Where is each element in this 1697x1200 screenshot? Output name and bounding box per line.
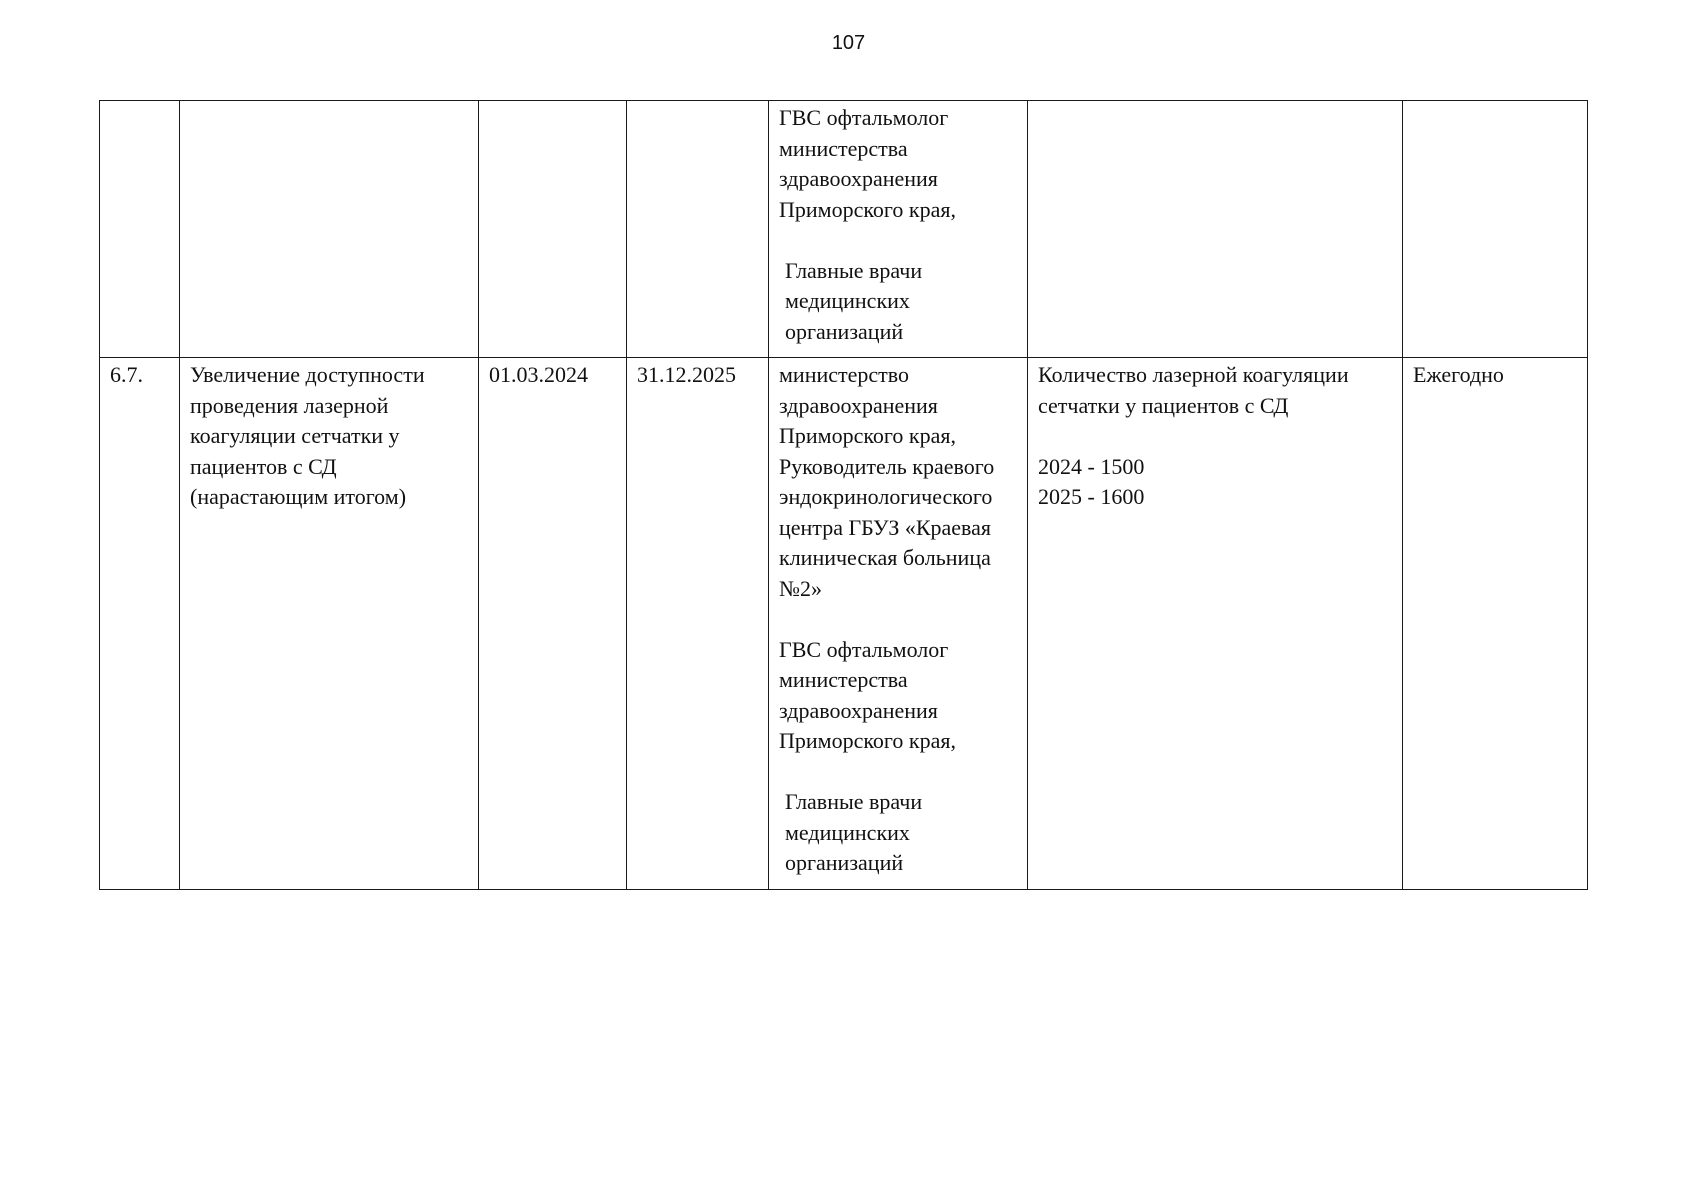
cell-activity-empty (180, 101, 479, 358)
cell-responsible (769, 101, 1028, 358)
responsible-line: Главные врачи (785, 257, 923, 283)
cell-start-date-empty (479, 101, 627, 358)
cell-responsible (769, 358, 1028, 890)
cell-end-date-empty (627, 101, 769, 358)
end-date: 31.12.2025 (637, 362, 736, 387)
responsible-line: здравоохранения (779, 392, 938, 418)
responsible-line: №2» (779, 575, 822, 601)
indicator-title-line: Количество лазерной коагуляции (1038, 362, 1349, 387)
responsible-line: министерства (779, 135, 908, 161)
paragraph-gap (779, 757, 1017, 788)
responsible-line: Главные врачи (785, 789, 923, 814)
table-row-continued (100, 101, 1588, 358)
responsible-line: клиническая больница (779, 545, 991, 570)
paragraph-gap (779, 604, 1017, 635)
cell-number-empty (100, 101, 180, 358)
responsible-line: медицинских (785, 288, 910, 313)
responsible-line: медицинских (785, 819, 910, 845)
responsible-line: центра ГБУЗ «Краевая (779, 514, 992, 540)
responsible-line: Приморского края, (779, 423, 956, 448)
activity-line: проведения лазерной (190, 392, 389, 418)
cell-end-date (627, 358, 769, 890)
responsible-line: ГВС офтальмолог (779, 105, 949, 130)
activity-line: пациентов с СД (190, 453, 337, 479)
cell-activity (180, 358, 479, 890)
responsible-line: организаций (785, 850, 904, 875)
responsible-line: здравоохранения (779, 697, 938, 723)
indicator-title-line: сетчатки у пациентов с СД (1038, 392, 1289, 418)
start-date: 01.03.2024 (489, 362, 588, 387)
responsible-line: эндокринологического (779, 484, 993, 509)
responsible-line: Приморского края, (779, 728, 956, 753)
frequency: Ежегодно (1413, 362, 1504, 387)
paragraph-gap (779, 225, 1017, 256)
indicator-value: 2024 - 1500 (1038, 453, 1145, 479)
indicator-value: 2025 - 1600 (1038, 484, 1145, 509)
responsible-line: Приморского края, (779, 196, 956, 222)
responsible-line: министерство (779, 362, 910, 387)
responsible-line: организаций (785, 318, 904, 344)
responsible-line: министерства (779, 667, 908, 692)
cell-number (100, 358, 180, 890)
cell-frequency-empty (1403, 101, 1588, 358)
cell-frequency (1403, 358, 1588, 890)
table-row-6-7 (100, 358, 1588, 890)
responsible-line: здравоохранения (779, 166, 938, 191)
activity-line: (нарастающим итогом) (190, 484, 407, 509)
row-number: 6.7. (110, 362, 143, 387)
activity-line: Увеличение доступности (190, 362, 425, 387)
cell-start-date (479, 358, 627, 890)
page-number: 107 (831, 32, 866, 54)
responsible-line: Руководитель краевого (779, 453, 995, 479)
responsible-line: ГВС офтальмолог (779, 636, 949, 662)
cell-indicator (1028, 358, 1403, 890)
cell-indicator-empty (1028, 101, 1403, 358)
activity-line: коагуляции сетчатки у (190, 423, 400, 448)
paragraph-gap (1038, 421, 1392, 452)
activity-plan-table (99, 100, 1588, 890)
